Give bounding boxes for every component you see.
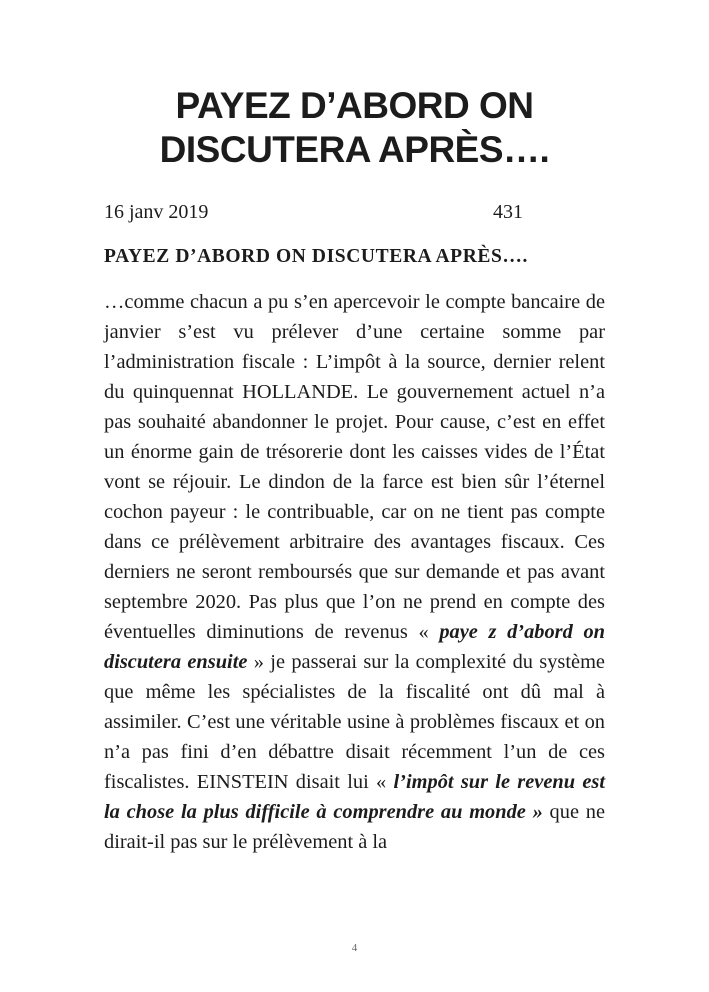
- emphasized-quote-2: l’impôt sur le revenu est la chose la plus difficile à comprendre au monde »: [104, 771, 605, 823]
- body-text-part-1: …comme chacun a pu s’en apercevoir le compte bancaire de janvier s’est vu prélever d’une certaine somme par l’administration fiscale : L’impôt à la source, dernier relent du quinquennat HOLLANDE. Le gouvernement actuel n’a pas souhaité abandonner le projet. Pour cause, c’est en effet un énorme gain de trésorerie dont les caisses vides de l’État vont se réjouir. Le dindon de la farce est bien sûr l’éternel cochon payeur : le contribuable, car on ne tient pas compte dans ce prélèvement arbitraire des avantages fiscaux. Ces derniers ne seront remboursés que sur demande et pas avant septembre 2020. Pas plus que l’on ne prend en compte des éventuelles diminutions de revenus «: [104, 291, 605, 643]
- body-text-part-2: » je passerai sur la complexité du système que même les spécialistes de la fiscalité ont dû mal à assimiler. C’est une véritable usine à problèmes fiscaux et on n’a pas fini d’en débattre disait récemment l’un de ces fiscalistes. EINSTEIN disait lui «: [104, 651, 605, 793]
- article-meta: [104, 199, 604, 225]
- view-count: 431: [493, 201, 523, 223]
- body-text-part-3: que ne dirait-il pas sur le prélèvement à la: [104, 801, 605, 853]
- page-title: PAYEZ D’ABORD ON DISCUTERA APRÈS….: [159, 85, 550, 170]
- page-number: 4: [351, 942, 358, 954]
- emphasized-quote-1: paye z d’abord on discutera ensuite: [104, 621, 605, 673]
- article-subtitle: PAYEZ D’ABORD ON DISCUTERA APRÈS….: [104, 246, 529, 267]
- publication-date: 16 janv 2019: [104, 201, 209, 223]
- article-body: [104, 287, 605, 857]
